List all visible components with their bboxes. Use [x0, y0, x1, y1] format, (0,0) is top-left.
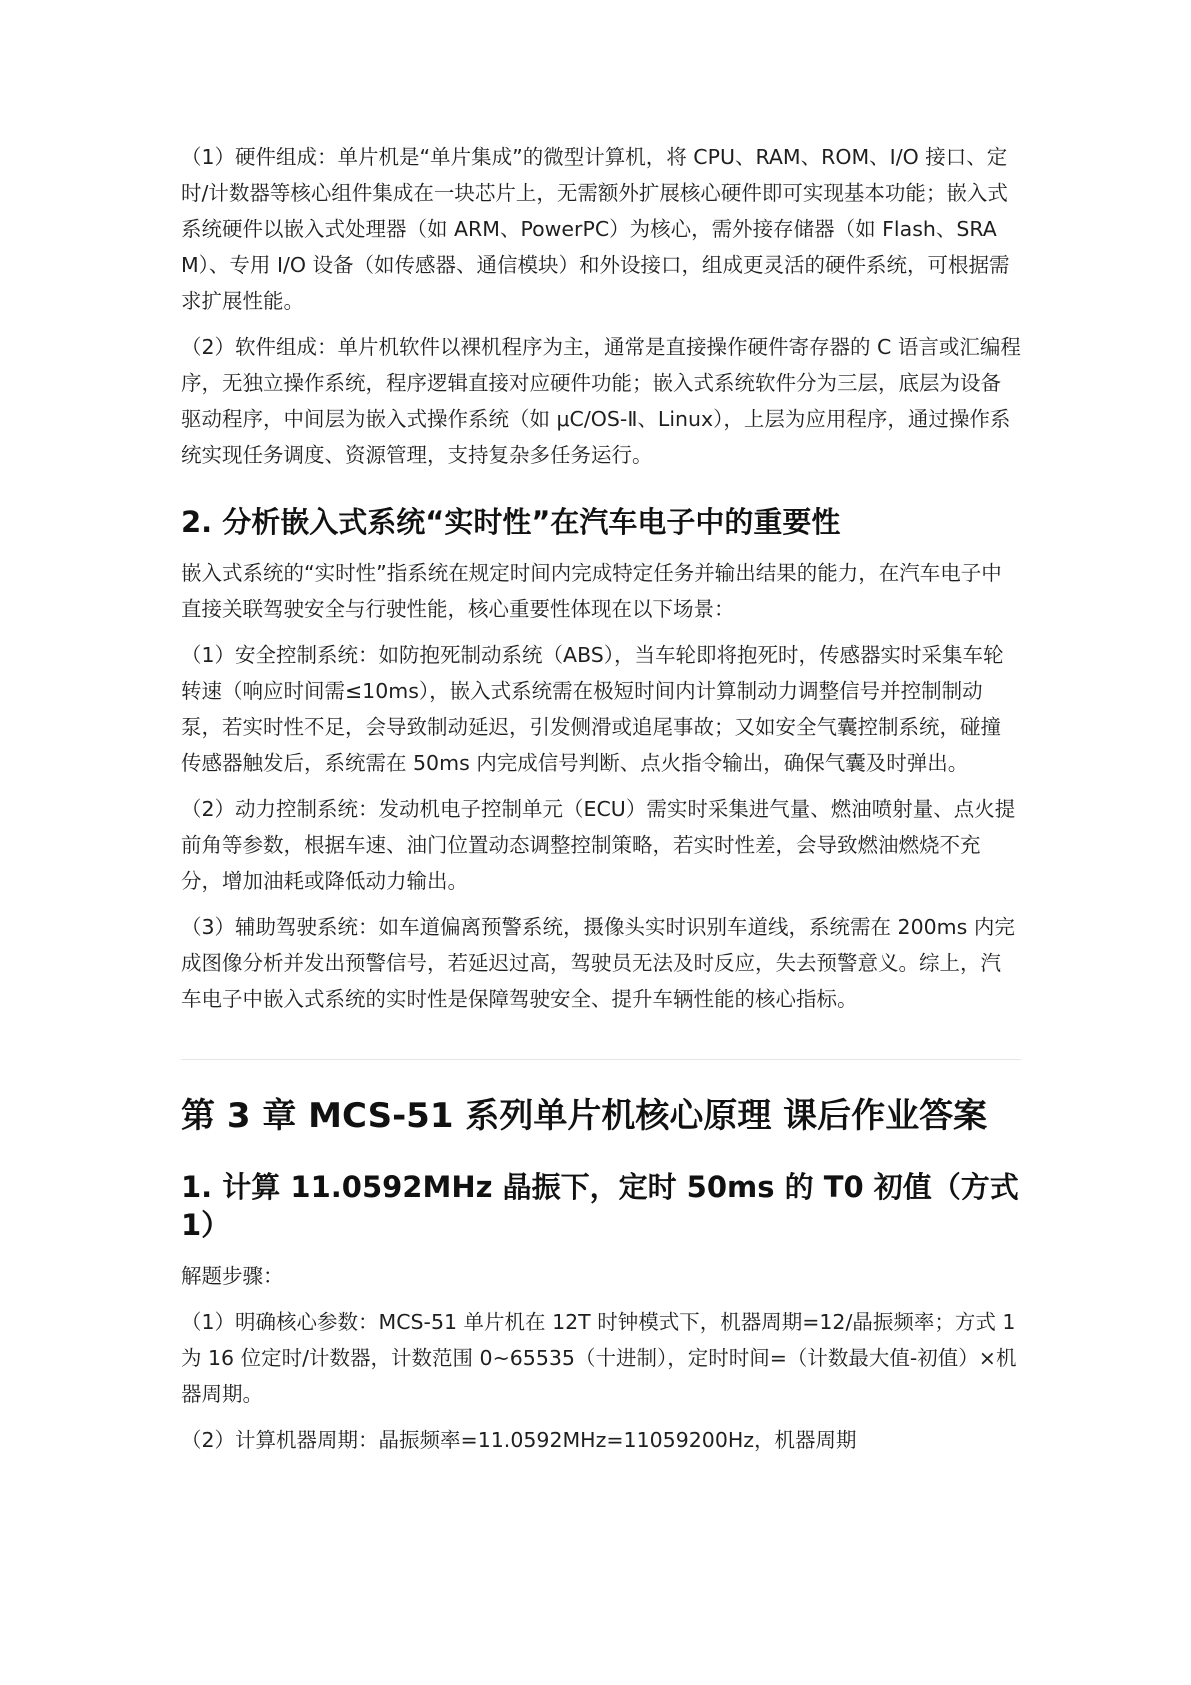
section-heading-t0-init: 1. 计算 11.0592MHz 晶振下，定时 50ms 的 T0 初值（方式 1） [181, 1170, 1019, 1242]
chapter-title: 第 3 章 MCS-51 系列单片机核心原理 课后作业答案 [181, 1096, 988, 1136]
section-divider [181, 1059, 1021, 1060]
section-heading-realtime: 2. 分析嵌入式系统“实时性”在汽车电子中的重要性 [181, 505, 841, 539]
paragraph-driver-assist: （3）辅助驾驶系统：如车道偏离预警系统，摄像头实时识别车道线，系统需在 200ms 内完成图像分析并发出预警信号，若延迟过高，驾驶员无法及时反应，失去预警意义。综上，汽车电子中嵌入式系统的实时性是保障驾驶安全、提升车辆性能的核心指标。 [181, 915, 1015, 1011]
document-page [181, 139, 1021, 1468]
paragraph-machine-cycle: （2）计算机器周期：晶振频率=11.0592MHz=11059200Hz，机器周期 [181, 1428, 857, 1452]
paragraph-software: （2）软件组成：单片机软件以裸机程序为主，通常是直接操作硬件寄存器的 C 语言或汇编程序，无独立操作系统，程序逻辑直接对应硬件功能；嵌入式系统软件分为三层，底层为设备驱动程序，中间层为嵌入式操作系统（如 μC/OS-Ⅱ、Linux），上层为应用程序，通过操作系统实现任务调度、资源管理，支持复杂多任务运行。 [181, 335, 1021, 467]
paragraph-safety-control: （1）安全控制系统：如防抱死制动系统（ABS），当车轮即将抱死时，传感器实时采集车轮转速（响应时间需≤10ms），嵌入式系统需在极短时间内计算制动力调整信号并控制制动泵，若实时性不足，会导致制动延迟，引发侧滑或追尾事故；又如安全气囊控制系统，碰撞传感器触发后，系统需在 50ms 内完成信号判断、点火指令输出，确保气囊及时弹出。 [181, 643, 1004, 775]
paragraph-power-control: （2）动力控制系统：发动机电子控制单元（ECU）需实时采集进气量、燃油喷射量、点火提前角等参数，根据车速、油门位置动态调整控制策略，若实时性差，会导致燃油燃烧不充分，增加油耗或降低动力输出。 [181, 797, 1016, 893]
paragraph-core-params: （1）明确核心参数：MCS-51 单片机在 12T 时钟模式下，机器周期=12/晶振频率；方式 1 为 16 位定时/计数器，计数范围 0~65535（十进制），定时时间=（计数最大值-初值）×机器周期。 [181, 1310, 1017, 1406]
paragraph-hardware: （1）硬件组成：单片机是“单片集成”的微型计算机，将 CPU、RAM、ROM、I/O 接口、定时/计数器等核心组件集成在一块芯片上，无需额外扩展核心硬件即可实现基本功能；嵌入式系统硬件以嵌入式处理器（如 ARM、PowerPC）为核心，需外接存储器（如 Flash、SRAM）、专用 I/O 设备（如传感器、通信模块）和外设接口，组成更灵活的硬件系统，可根据需求扩展性能。 [181, 145, 1010, 313]
paragraph-realtime-intro: 嵌入式系统的“实时性”指系统在规定时间内完成特定任务并输出结果的能力，在汽车电子中直接关联驾驶安全与行驶性能，核心重要性体现在以下场景： [181, 561, 1002, 621]
paragraph-steps-label: 解题步骤： [181, 1264, 284, 1288]
